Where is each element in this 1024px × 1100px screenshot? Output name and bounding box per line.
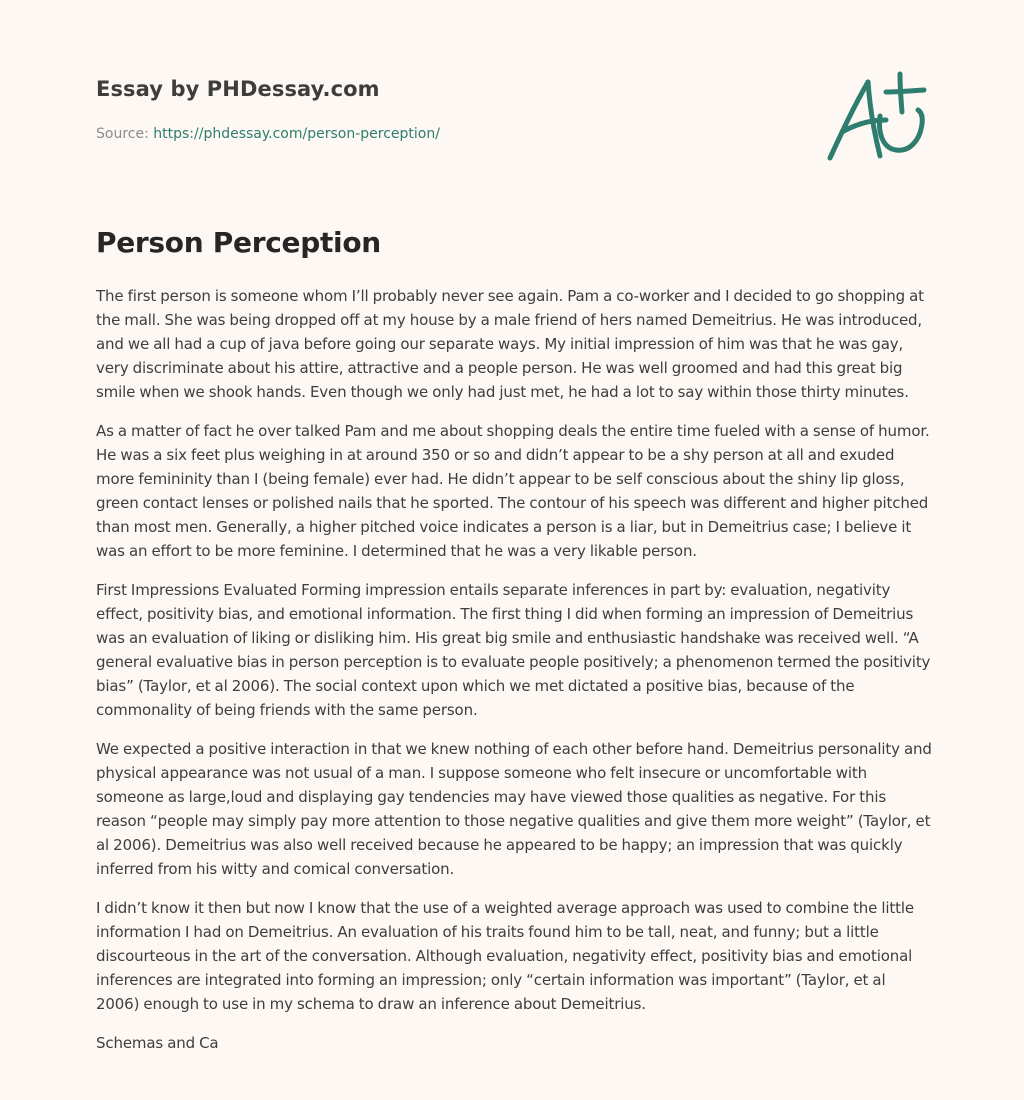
essay-title: Person Perception [96, 226, 381, 259]
essay-paragraph-3: First Impressions Evaluated Forming impression entails separate inferences in part by: evaluation, negativity effect, positivity bias, and emotional information. The first thing I did when forming an impression of Demeitrius was an evaluation of liking or disliking him. His great big smile and enthusiastic handshake was received well. “A general evaluative bias in person perception is to evaluate people positively; a phenomenon termed the positivity bias” (Taylor, et al 2006). The social context upon which we met dictated a positive bias, because of the commonality of being friends with the same person. [96, 581, 931, 719]
source-line [96, 126, 928, 142]
essay-paragraph-5: I didn’t know it then but now I know that the use of a weighted average approach was used to combine the little information I had on Demeitrius. An evaluation of his traits found him to be tall, neat, and funny; but a little discourteous in the art of the conversation. Although evaluation, negativity effect, positivity bias and emotional inferences are integrated into forming an impression; only “certain information was important” (Taylor, et al 2006) enough to use in my schema to draw an inference about Demeitrius. [96, 899, 914, 1013]
essay-paragraph-2: As a matter of fact he over talked Pam and me about shopping deals the entire time fueled with a sense of humor. He was a six feet plus weighing in at around 350 or so and didn’t appear to be a shy person at all and exuded more femininity than I (being female) ever had. He didn’t appear to be self conscious about the shiny lip gloss, green contact lenses or polished nails that he sported. The contour of his speech was different and higher pitched than most men. Generally, a higher pitched voice indicates a person is a liar, but in Demeitrius case; I believe it was an effort to be more feminine. I determined that he was a very likable person. [96, 422, 930, 560]
essay-paragraph-6: Schemas and Ca [96, 1034, 219, 1052]
essay-paragraph-1: The first person is someone whom I’ll probably never see again. Pam a co-worker and I decided to go shopping at the mall. She was being dropped off at my house by a male friend of hers named Demeitrius. He was introduced, and we all had a cup of java before going our separate ways. My initial impression of him was that he was gay, very discriminate about his attire, attractive and a people person. He was well groomed and had this great big smile when we shook hands. Even though we only had just met, he had a lot to say within those thirty minutes. [96, 287, 924, 401]
a-plus-grade-logo-icon [824, 70, 928, 164]
source-link[interactable]: https://phdessay.com/person-perception/ [153, 126, 440, 142]
essay-paragraph-4: We expected a positive interaction in that we knew nothing of each other before hand. Demeitrius personality and physical appearance was not usual of a man. I suppose someone who felt insecure or uncomfortable with someone as large,loud and displaying gay tendencies may have viewed those qualities as negative. For this reason “people may simply pay more attention to those negative qualities and give them more weight” (Taylor, et al 2006). Demeitrius was also well received because he appeared to be happy; an impression that was quickly inferred from his witty and comical conversation. [96, 740, 932, 878]
essay-body [96, 284, 932, 1070]
site-brand: Essay by PHDessay.com [96, 77, 380, 101]
source-label: Source: [96, 126, 154, 142]
essay-header [96, 70, 928, 142]
